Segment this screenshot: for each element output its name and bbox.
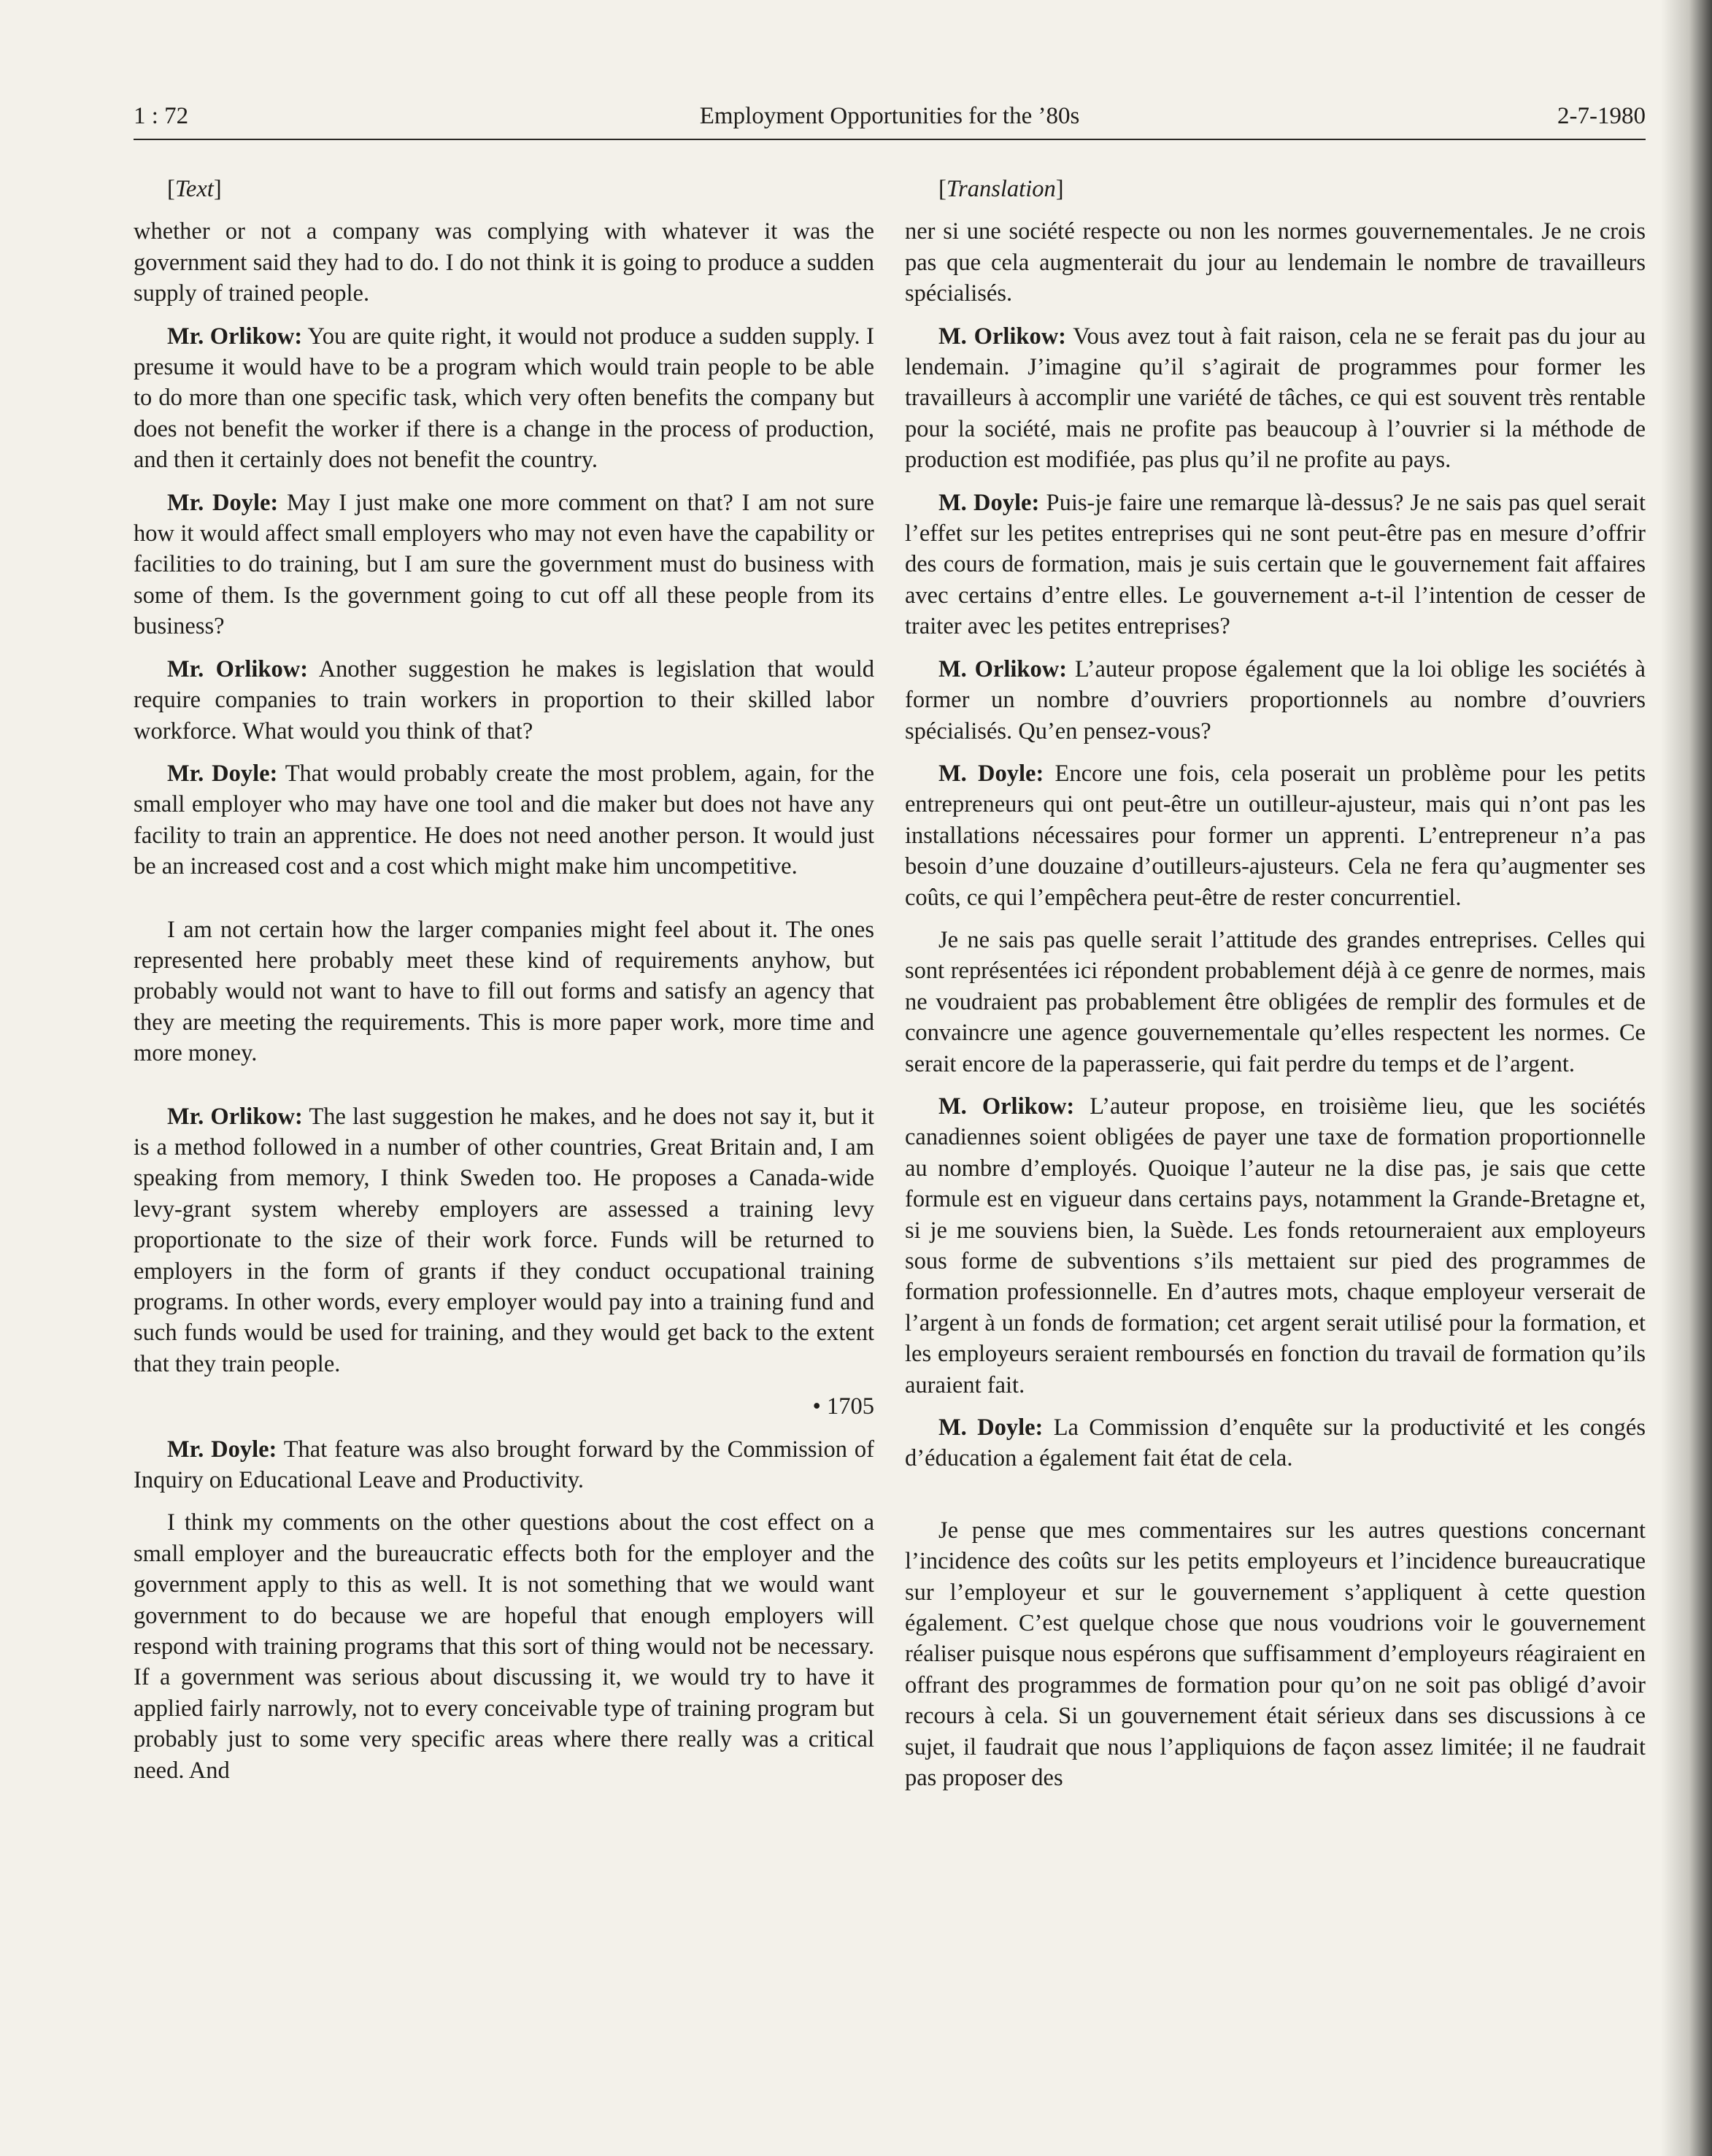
paragraph: Mr. Doyle: That would probably create the most problem, again, for the small employer who may have one tool and die maker but does not have any facility to train an apprentice. He does not need another person. It would just be an increased cost and a cost which might make him uncompetitive. (134, 760, 875, 880)
paragraph: M. Orlikow: L’auteur propose également que la loi oblige les sociétés à former un nombre d’ouvriers proportionnels au nombre d’ouvriers spécialisés. Qu’en pensez-vous? (905, 655, 1646, 744)
paragraph: Mr. Orlikow: Another suggestion he makes is legislation that would require companies to train workers in proportion to their skilled labor workforce. What would you think of that? (134, 655, 875, 744)
speaker-name: M. Doyle: (938, 489, 1040, 516)
paragraph: M. Doyle: Encore une fois, cela poserait un problème pour les petits entrepreneurs qui ont peut-être un outilleur-ajusteur, mais qui n’ont pas les installations nécessaires pour former un apprenti. L’entrepreneur n’a pas besoin d’une douzaine d’outilleurs-ajusteurs. Cela ne fera qu’augmenter ses coûts, ce qui l’empêchera peut-être de rester concurrentiel. (905, 760, 1646, 911)
header-date: 2-7-1980 (1557, 103, 1646, 129)
paragraph: ner si une société respecte ou non les normes gouvernementales. Je ne crois pas que cela augmenterait du jour au lendemain le nombre de travailleurs spécialisés. (905, 218, 1646, 307)
page-number: 1 : 72 (134, 103, 189, 129)
paragraph: Mr. Orlikow: The last suggestion he makes, and he does not say it, but it is a method followed in a number of other countries, Great Britain and, I am speaking from memory, I think Sweden too. He proposes a Canada-wide levy-grant system whereby employers are assessed a training levy proportionate to the size of their work force. Funds will be returned to employers in the form of grants if they conduct occupational training programs. In other words, every employer would pay into a training fund and such funds would be used for training, and they would get back to the extent that they train people. (134, 1103, 874, 1377)
paragraph: M. Orlikow: Vous avez tout à fait raison, cela ne se ferait pas du jour au lendemain. J’imagine qu’il s’agirait de programmes pour former les travailleurs à accomplir une variété de tâches, ce qui est souvent très rentable pour la société, mais ne profite pas beaucoup à l’ouvrier si la méthode de production est modifiée, pas plus qu’il ne profite au pays. (905, 323, 1646, 474)
english-column (134, 174, 874, 1798)
page-edge-shadow (1661, 0, 1712, 2156)
paragraph: I am not certain how the larger companies might feel about it. The ones represented here probably meet these kind of requirements anyhow, but probably would not want to have to fill out forms and satisfy an agency that they are meeting the requirements. This is more paper work, more time and more money. (134, 916, 874, 1067)
paragraph: Mr. Orlikow: You are quite right, it would not produce a sudden supply. I presume it would have to be a program which would train people to be able to do more than one specific task, which very often benefits the company but does not benefit the worker if there is a change in the process of production, and then it certainly does not benefit the country. (134, 323, 875, 474)
column-label: [Text] (167, 176, 222, 202)
french-column (905, 174, 1646, 1806)
speaker-name: M. Orlikow: (938, 655, 1068, 682)
paragraph: M. Orlikow: L’auteur propose, en troisième lieu, que les sociétés canadiennes soient obligées de payer une taxe de formation proportionnelle au nombre d’employés. Quoique l’auteur ne la dise pas, je sais que cette formule est en vigueur dans certains pays, notamment la Grande-Bretagne et, si je me souviens bien, la Suède. Les fonds retourneraient aux employeurs sous forme de subventions s’ils mettaient sur pied des programmes de formation professionnelle. En d’autres mots, chaque employeur verserait de l’argent à un fonds de formation; cet argent serait utilisé pour la formation, et les employeurs seraient remboursés en fonction du travail de formation qu’ils auraient fait. (905, 1093, 1646, 1398)
speaker-name: M. Doyle: (938, 1414, 1044, 1441)
column-label: [Translation] (938, 176, 1064, 202)
paragraph: Je ne sais pas quelle serait l’attitude des grandes entreprises. Celles qui sont représentées ici répondent probablement déjà à ce genre de normes, mais ne voudraient pas probablement être obligées de remplir des formules et de convaincre une agence gouvernementale qu’elles respectent les normes. Ce serait encore de la paperasserie, qui fait perdre du temps et de l’argent. (905, 926, 1646, 1077)
paragraph: Je pense que mes commentaires sur les autres questions concernant l’incidence des coûts sur les petits employeurs et l’incidence bureaucratique sur l’employeur et sur le gouvernement s’appliquent à cette question également. C’est quelque chose que nous voudrions voir le gouvernement réaliser puisque nous espérons que suffisamment d’employeurs réagiraient en offrant des programmes de formation pour qu’on ne soit pas obligé d’avoir recours à cela. Si un gouvernement était sérieux dans ses discussions à ce sujet, il faudrait que nous l’appliquions de façon assez limitée; il ne faudrait pas proposer des (905, 1517, 1646, 1792)
timestamp-marker: • 1705 (812, 1393, 874, 1420)
paragraph: whether or not a company was complying with whatever it was the government said they had to do. I do not think it is going to produce a sudden supply of trained people. (134, 218, 874, 307)
paragraph: Mr. Doyle: That feature was also brought forward by the Commission of Inquiry on Educational Leave and Productivity. (134, 1436, 874, 1494)
speaker-name: M. Orlikow: (938, 1093, 1075, 1120)
paragraph: Mr. Doyle: May I just make one more comment on that? I am not sure how it would affect small employers who may not even have the capability or facilities to do training, but I am sure the government must do business with some of them. Is the government going to cut off all these people from its business? (134, 489, 874, 640)
paragraph: M. Doyle: La Commission d’enquête sur la productivité et les congés d’éducation a également fait état de cela. (905, 1414, 1646, 1472)
header-rule (134, 139, 1646, 140)
speaker-name: Mr. Orlikow: (167, 655, 309, 682)
speaker-name: Mr. Orlikow: (167, 1103, 303, 1130)
speaker-name: M. Orlikow: (938, 323, 1066, 350)
running-title: Employment Opportunities for the ’80s (699, 103, 1080, 129)
speaker-name: Mr. Orlikow: (167, 323, 303, 350)
speaker-name: Mr. Doyle: (167, 1436, 277, 1463)
speaker-name: Mr. Doyle: (167, 489, 279, 516)
speaker-name: Mr. Doyle: (167, 760, 278, 787)
speaker-name: M. Doyle: (938, 760, 1044, 787)
page-header (134, 95, 1646, 137)
paragraph: I think my comments on the other questions about the cost effect on a small employer and the bureaucratic effects both for the employer and the government apply to this as well. It is not something that we would want government to do because we are hopeful that enough employers will respond with training programs that this sort of thing would not be necessary. If a government was serious about discussing it, we would try to have it applied fairly narrowly, not to every conceivable type of training program but probably just to some very specific areas where there really was a critical need. And (134, 1509, 874, 1784)
paragraph: M. Doyle: Puis-je faire une remarque là-dessus? Je ne sais pas quel serait l’effet sur les petites entreprises qui ne sont peut-être pas en mesure d’offrir des cours de formation, mais je suis certain que le gouvernement fait affaires avec certains d’entre elles. Le gouvernement a-t-il l’intention de cesser de traiter avec les petites entreprises? (905, 489, 1646, 640)
